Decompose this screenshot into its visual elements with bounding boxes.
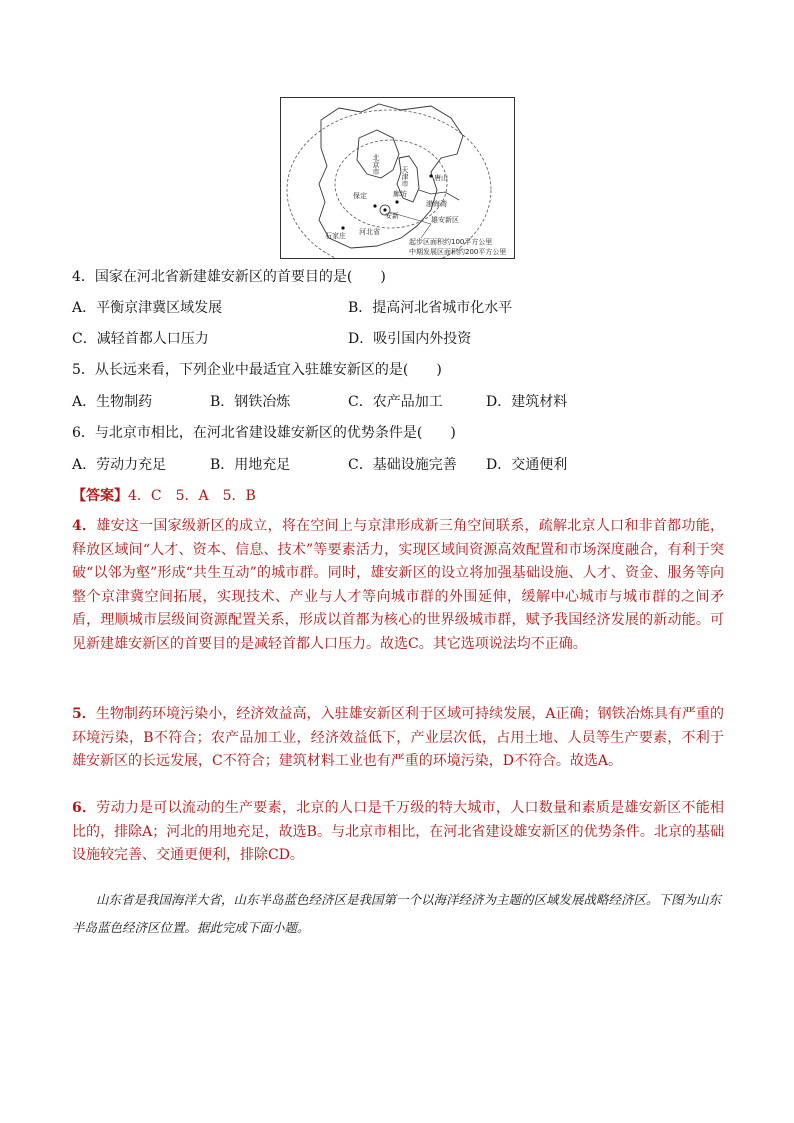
- explanation-6-number: 6．: [72, 800, 97, 816]
- shandong-intro-paragraph: 山东省是我国海洋大省，山东半岛蓝色经济区是我国第一个以海洋经济为主题的区域发展战略经济区。下图为山东半岛蓝色经济区位置。据此完成下面小题。: [72, 892, 722, 935]
- explanation-5: [72, 703, 724, 774]
- q5-option-b: B．钢铁冶炼: [210, 394, 291, 410]
- label-xiongan: 雄安新区: [431, 216, 459, 224]
- explanation-5-number: 5．: [72, 706, 96, 722]
- q4-option-d: D．吸引国内外投资: [348, 331, 472, 347]
- legend-mid-area: 中期发展区面积约200平方公里: [409, 248, 507, 256]
- q6-option-b: B．用地充足: [210, 457, 291, 473]
- tangshan-dot: [429, 174, 432, 177]
- q6-option-d: D．交通便利: [486, 457, 568, 473]
- label-shijiazhuang: 石家庄: [325, 232, 346, 240]
- label-tangshan: 唐山: [434, 174, 448, 182]
- answer-tag: 【答案】: [72, 488, 128, 504]
- q5-stem: 5．从长远来看，下列企业中最适宜入驻雄安新区的是( ): [72, 362, 442, 378]
- label-anxin: 安新: [385, 212, 399, 220]
- q6-option-a: A．劳动力充足: [72, 457, 167, 473]
- q4-stem: 4．国家在河北省新建雄安新区的首要目的是( ): [72, 269, 386, 285]
- q5-option-a: A．生物制药: [72, 394, 153, 410]
- legend-leader: [421, 224, 431, 238]
- label-hebei: 河北省: [359, 228, 380, 236]
- explanation-4: [72, 515, 724, 657]
- q6-stem: 6．与北京市相比，在河北省建设雄安新区的优势条件是( ): [72, 425, 456, 441]
- explanation-6-text: 劳动力是可以流动的生产要素，北京的人口是千万级的特大城市，人口数量和素质是雄安新区不能相比的，排除A；河北的用地充足，故选B。与北京市相比，在河北省建设雄安新区的优势条件。北京的基础设施较完善、交通更便利，排除CD。: [72, 800, 724, 864]
- map-drawing: [281, 98, 514, 258]
- q6-option-c: C．基础设施完善: [348, 457, 457, 473]
- label-beijing: 北京市: [372, 154, 380, 175]
- q5-option-c: C．农产品加工: [348, 394, 443, 410]
- label-bohai: 渤海湾: [426, 200, 447, 208]
- langfang-dot: [395, 200, 398, 203]
- label-tianjin: 天津市: [401, 166, 409, 187]
- q5-option-d: D．建筑材料: [486, 394, 568, 410]
- explanation-5-text: 生物制药环境污染小，经济效益高，入驻雄安新区利于区域可持续发展，A正确；钢铁冶炼具有严重的环境污染，B不符合；农产品加工业，经济效益低下，产业层次低，占用土地、人员等生产要素，不利于雄安新区的长远发展，C不符合；建筑材料工业也有严重的环境污染，D不符合。故选A。: [72, 706, 724, 770]
- q4-option-c: C．减轻首都人口压力: [72, 331, 209, 347]
- coastline: [419, 190, 459, 200]
- answer-line: [72, 486, 256, 506]
- baoding-dot: [373, 204, 376, 207]
- legend-startup-area: 起步区面积约100平方公里: [409, 238, 493, 246]
- explanation-4-number: 4．: [72, 518, 97, 534]
- label-langfang: 廊坊: [393, 190, 407, 198]
- explanation-6: [72, 797, 724, 868]
- answer-text: 4．C 5．A 5．B: [128, 488, 256, 504]
- label-baoding: 保定: [353, 192, 367, 200]
- xiongan-location-map: [280, 97, 515, 259]
- q4-option-a: A．平衡京津冀区域发展: [72, 300, 223, 316]
- q4-option-b: B．提高河北省城市化水平: [348, 300, 513, 316]
- explanation-4-text: 雄安这一国家级新区的成立，将在空间上与京津形成新三角空间联系，疏解北京人口和非首都功能，释放区域间“人才、资本、信息、技术”等要素活力，实现区域间资源高效配置和市场深度融合，有利于突破“以邻为壑”形成“共生互动”的城市群。同时，雄安新区的设立将加强基础设施、人才、资金、服务等向整个京津冀空间拓展，实现技术、产业与人才等向城市群的外围延伸，缓解中心城市与城市群的之间矛盾，理顺城市层级间资源配置关系，形成以首都为核心的世界级城市群，赋予我国经济发展的新动能。可见新建雄安新区的首要目的是减轻首都人口压力。故选C。其它选项说法均不正确。: [72, 518, 724, 652]
- shijiazhuang-dot: [341, 226, 344, 229]
